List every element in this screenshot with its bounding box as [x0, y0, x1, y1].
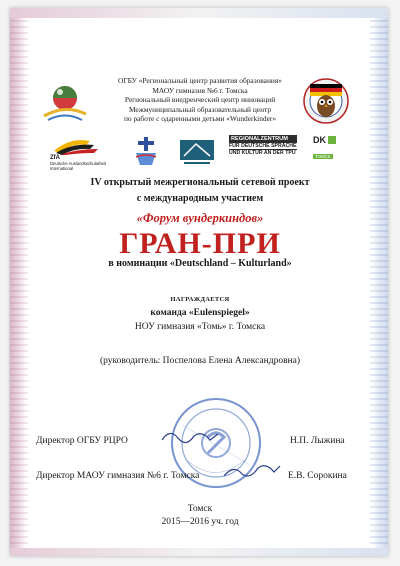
zfa-caption — [50, 156, 114, 171]
frame-top-border — [10, 8, 388, 18]
dk-tomsk-logo — [313, 135, 345, 167]
award-title: ГРАН-ПРИ — [119, 227, 281, 260]
signature-scribble-2-icon — [222, 460, 282, 482]
project-title-line1: IV открытый межрегиональный сетевой проект — [90, 177, 310, 188]
regionalzentrum-line3: UND KULTUR AN DER TPU — [229, 150, 296, 156]
nomination: в номинации «Deutschland – Kulturland» — [108, 258, 292, 269]
regionalzentrum-line1: REGIONALZENTRUM — [229, 135, 297, 143]
crest-logo-icon — [132, 135, 160, 167]
team-leader: (руководитель: Поспелова Елена Александровна) — [99, 356, 301, 366]
signature-role-1: Директор ОГБУ РЦРО — [36, 436, 128, 446]
wunderkinder-owl-logo-icon — [300, 76, 352, 126]
header-line: Межмуниципальный образовательный центр — [128, 104, 272, 114]
dk-label: DK — [313, 135, 326, 145]
signature-role-2: Директор МАОУ гимназия №6 г. Томска — [36, 471, 200, 481]
frame-right-stripes — [370, 8, 388, 556]
regionalzentrum-line2: FÜR DEUTSCHE SPRACHE — [229, 143, 297, 149]
zfa-logo-icon — [50, 135, 112, 155]
project-title-line2: с международным участием — [136, 193, 264, 204]
frame-left-stripes — [10, 8, 28, 556]
signature-scribble-1-icon — [160, 426, 220, 446]
rcro-logo-icon — [40, 76, 90, 126]
forum-title: «Форум вундеркиндов» — [136, 211, 264, 225]
team-name: команда «Eulenspiegel» — [150, 308, 250, 318]
zfa-subtitle: Deutsche Auslandsschularbeit — [50, 161, 107, 166]
zfa-title: ZfA — [50, 155, 60, 161]
signature-name-1: Н.П. Лыжина — [290, 436, 345, 446]
header-line: ОГБУ «Региональный центр развития образования» — [118, 76, 282, 85]
header-line: по работе с одаренными детьми «Wunderkinder» — [123, 114, 277, 124]
institute-logo-icon — [178, 135, 216, 167]
issuer-header — [90, 76, 310, 124]
academic-year: 2015—2016 уч. год — [161, 517, 239, 527]
awarded-label: НАГРАЖДАЕТСЯ — [170, 296, 230, 303]
dk-subtitle: ТОМСК — [315, 154, 331, 159]
zfa-subtitle-2: International — [50, 166, 74, 171]
signature-name-2: Е.В. Сорокина — [288, 471, 347, 481]
school-name: НОУ гимназия «Томь» г. Томска — [134, 322, 266, 332]
regionalzentrum-logo — [229, 135, 297, 167]
header-line: Региональный внедренческий центр инноваций — [124, 95, 276, 105]
frame-bottom-border — [10, 548, 388, 556]
header-line: МАОУ гимназия №6 г. Томска — [152, 85, 248, 95]
city: Томск — [187, 504, 213, 514]
dk-mark-icon — [328, 136, 336, 144]
